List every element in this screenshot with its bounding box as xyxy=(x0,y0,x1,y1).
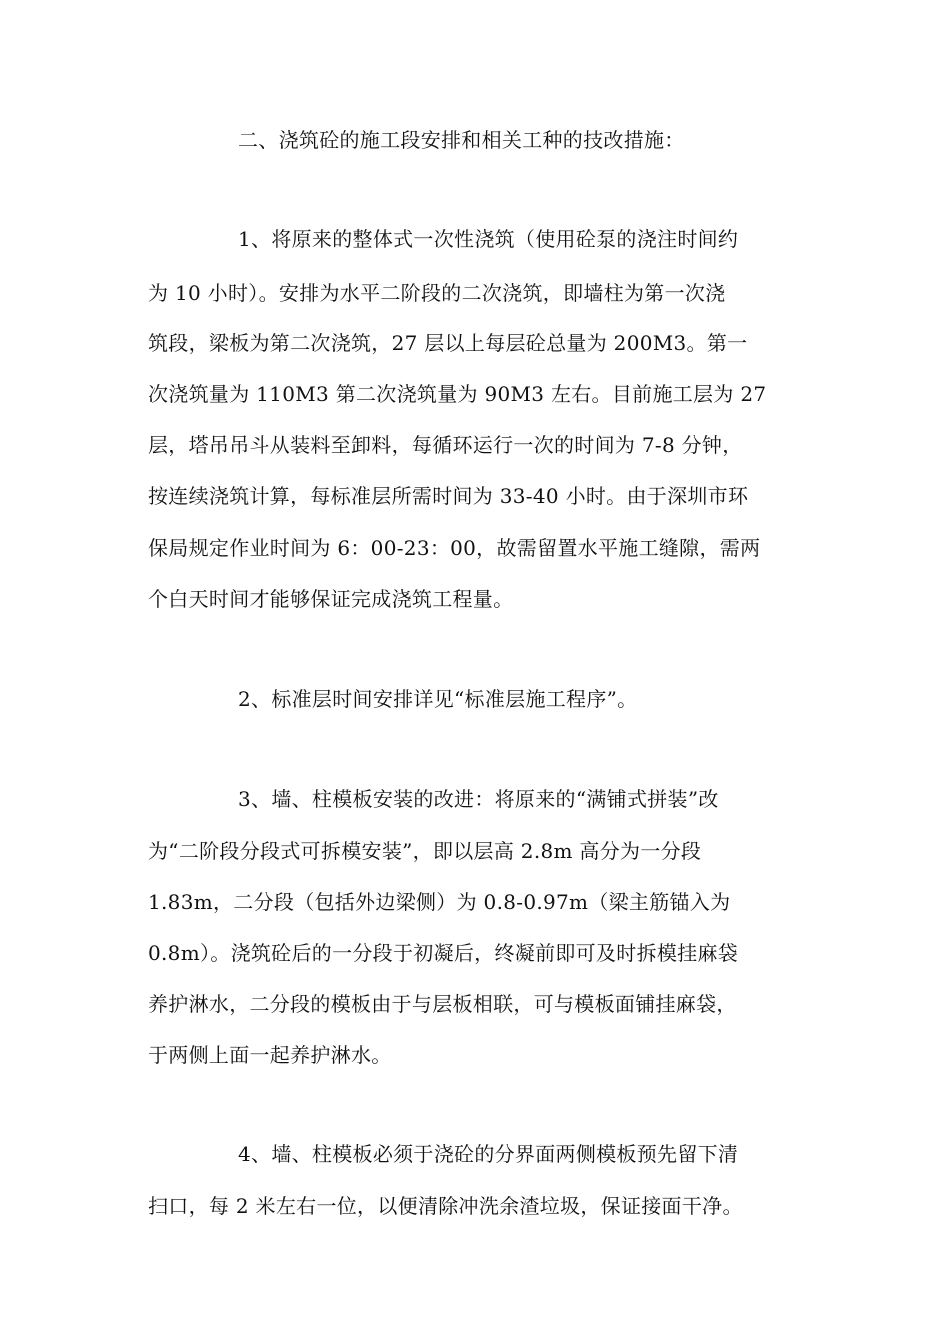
paragraph-line: 次浇筑量为 110M3 第二次浇筑量为 90M3 左右。目前施工层为 27 xyxy=(148,382,767,406)
paragraph-line: 2、标准层时间安排详见“标准层施工程序”。 xyxy=(238,687,638,711)
section-heading: 二、浇筑砼的施工段安排和相关工种的技改措施： xyxy=(238,128,685,152)
paragraph-line: 个白天时间才能够保证完成浇筑工程量。 xyxy=(148,587,514,611)
paragraph-line: 保局规定作业时间为 6：00-23：00，故需留置水平施工缝隙，需两 xyxy=(148,536,761,560)
paragraph-line: 3、墙、柱模板安装的改进：将原来的“满铺式拼装”改 xyxy=(238,787,719,811)
paragraph-line: 按连续浇筑计算，每标准层所需时间为 33-40 小时。由于深圳市环 xyxy=(148,484,749,508)
paragraph-line: 于两侧上面一起养护淋水。 xyxy=(148,1043,392,1067)
paragraph-line: 为“二阶段分段式可拆模安装”，即以层高 2.8m 高分为一分段 xyxy=(148,839,702,863)
paragraph-line: 为 10 小时）。安排为水平二阶段的二次浇筑，即墙柱为第一次浇 xyxy=(148,281,726,305)
paragraph-line: 层，塔吊吊斗从装料至卸料，每循环运行一次的时间为 7-8 分钟， xyxy=(148,433,743,457)
paragraph-line: 4、墙、柱模板必须于浇砼的分界面两侧模板预先留下清 xyxy=(238,1142,739,1166)
paragraph-line: 养护淋水，二分段的模板由于与层板相联，可与模板面铺挂麻袋， xyxy=(148,992,737,1016)
paragraph-line: 筑段，梁板为第二次浇筑，27 层以上每层砼总量为 200M3。第一 xyxy=(148,331,748,355)
paragraph-line: 扫口，每 2 米左右一位，以便清除冲洗余渣垃圾，保证接面干净。 xyxy=(148,1194,743,1218)
paragraph-line: 1、将原来的整体式一次性浇筑（使用砼泵的浇注时间约 xyxy=(238,227,739,251)
paragraph-line: 1.83m，二分段（包括外边梁侧）为 0.8-0.97m（梁主筋锚入为 xyxy=(148,890,731,914)
paragraph-line: 0.8m）。浇筑砼后的一分段于初凝后，终凝前即可及时拆模挂麻袋 xyxy=(148,941,739,965)
